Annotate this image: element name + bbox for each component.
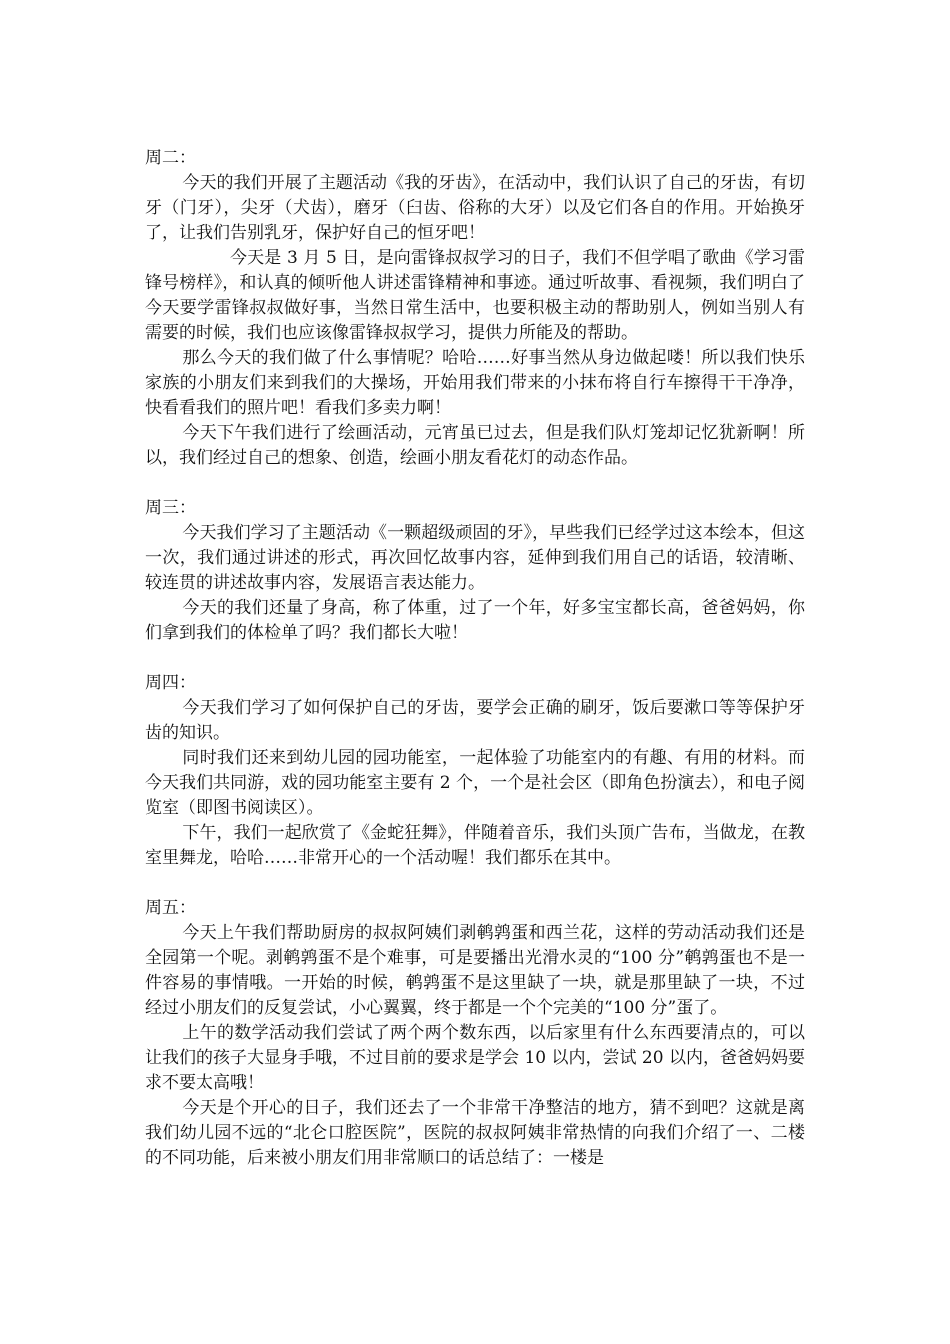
section-spacer	[145, 871, 805, 896]
paragraph: 今天的我们开展了主题活动《我的牙齿》，在活动中，我们认识了自己的牙齿，有切牙（门牙），尖牙（犬齿），磨牙（臼齿、俗称的大牙）以及它们各自的作用。开始换牙了，让我们告别乳牙，保护好自己的恒牙吧！	[145, 173, 805, 243]
paragraph: 同时我们还来到幼儿园的园功能室，一起体验了功能室内的有趣、有用的材料。而今天我们共同游，戏的园功能室主要有 2 个，一个是社会区（即角色扮演去），和电子阅览室（即图书阅读区）。	[145, 748, 805, 818]
paragraph: 今天我们学习了如何保护自己的牙齿，要学会正确的刷牙，饭后要漱口等等保护牙齿的知识。	[145, 698, 805, 743]
section-wednesday	[145, 496, 805, 646]
day-heading-tuesday: 周二：	[145, 148, 196, 168]
paragraph: 今天是个开心的日子，我们还去了一个非常干净整洁的地方，猜不到吧？这就是离我们幼儿园不远的“北仑口腔医院”，医院的叔叔阿姨非常热情的向我们介绍了一、二楼的不同功能，后来被小朋友们用非常顺口的话总结了：一楼是	[145, 1098, 805, 1168]
day-heading-wednesday: 周三：	[145, 498, 196, 518]
paragraph: 今天的我们还量了身高，称了体重，过了一个年，好多宝宝都长高，爸爸妈妈，你们拿到我们的体检单了吗？我们都长大啦！	[145, 598, 805, 643]
section-friday	[145, 896, 805, 1171]
day-heading-thursday: 周四：	[145, 673, 196, 693]
section-spacer	[145, 471, 805, 496]
paragraph: 今天上午我们帮助厨房的叔叔阿姨们剥鹌鹑蛋和西兰花，这样的劳动活动我们还是全园第一个呢。剥鹌鹑蛋不是个难事，可是要播出光滑水灵的“100 分”鹌鹑蛋也不是一件容易的事情哦。一开始的时候，鹌鹑蛋不是这里缺了一块，就是那里缺了一块，不过经过小朋友们的反复尝试，小心翼翼，终于都是一个个完美的“100 分”蛋了。	[145, 923, 805, 1018]
section-spacer	[145, 646, 805, 671]
day-heading-friday: 周五：	[145, 898, 196, 918]
paragraph: 今天是 3 月 5 日，是向雷锋叔叔学习的日子，我们不但学唱了歌曲《学习雷锋号榜样》，和认真的倾听他人讲述雷锋精神和事迹。通过听故事、看视频，我们明白了今天要学雷锋叔叔做好事，当然日常生活中，也要积极主动的帮助别人，例如当别人有需要的时候，我们也应该像雷锋叔叔学习，提供力所能及的帮助。	[145, 248, 805, 343]
paragraph: 那么今天的我们做了什么事情呢？哈哈……好事当然从身边做起喽！所以我们快乐家族的小朋友们来到我们的大操场，开始用我们带来的小抹布将自行车擦得干干净净，快看看我们的照片吧！看我们多卖力啊！	[145, 348, 805, 418]
paragraph: 今天下午我们进行了绘画活动，元宵虽已过去，但是我们队灯笼却记忆犹新啊！所以，我们经过自己的想象、创造，绘画小朋友看花灯的动态作品。	[145, 423, 805, 468]
section-tuesday	[145, 146, 805, 471]
paragraph: 上午的数学活动我们尝试了两个两个数东西，以后家里有什么东西要清点的，可以让我们的孩子大显身手哦，不过目前的要求是学会 10 以内，尝试 20 以内，爸爸妈妈要求不要太高哦！	[145, 1023, 805, 1093]
paragraph: 今天我们学习了主题活动《一颗超级顽固的牙》，早些我们已经学过这本绘本，但这一次，我们通过讲述的形式，再次回忆故事内容，延伸到我们用自己的话语，较清晰、较连贯的讲述故事内容，发展语言表达能力。	[145, 523, 805, 593]
paragraph: 下午，我们一起欣赏了《金蛇狂舞》，伴随着音乐，我们头顶广告布，当做龙，在教室里舞龙，哈哈……非常开心的一个活动喔！我们都乐在其中。	[145, 823, 805, 868]
document-body	[145, 146, 805, 1171]
section-thursday	[145, 671, 805, 871]
